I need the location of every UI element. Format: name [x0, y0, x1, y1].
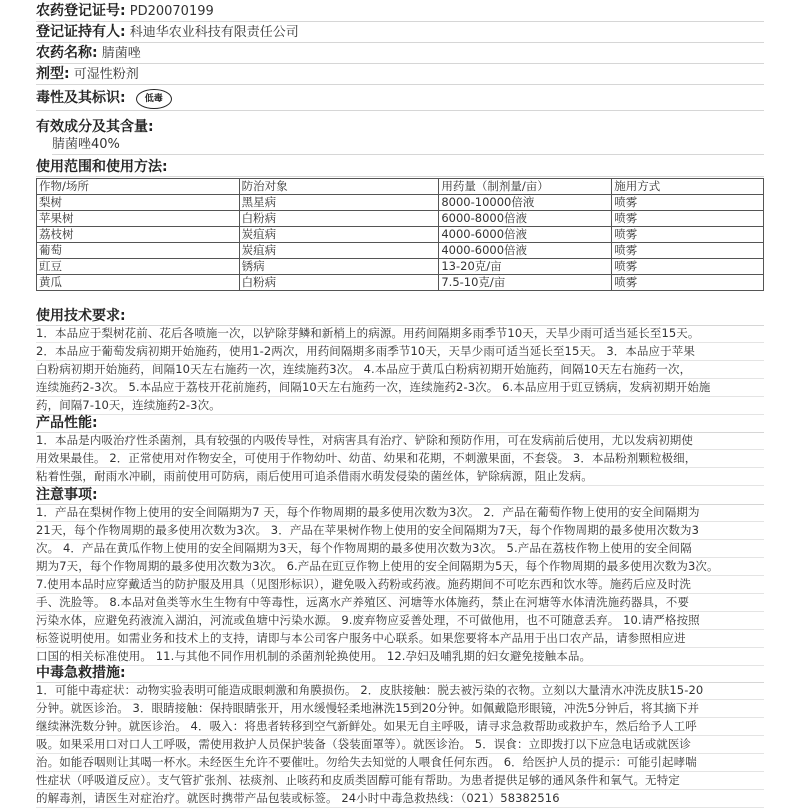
- usage-cell-crop: 苹果树: [37, 211, 240, 227]
- registration-number-row: [36, 2, 764, 22]
- usage-table-row: [37, 243, 764, 259]
- low-toxicity-badge: 低毒: [136, 89, 172, 109]
- firstaid-line: 1．可能中毒症状：动物实验表明可能造成眼刺激和角膜损伤。 2．皮肤接触：脱去被污染的衣物。立刻以大量清水冲洗皮肤15-20: [36, 682, 764, 700]
- usage-header-dosage: 用药量（制剂量/亩）: [439, 179, 612, 195]
- product-paragraph: [36, 432, 764, 486]
- notes-line: 次。 4．产品在黄瓜作物上使用的安全间隔期为3天，每个作物周期的最多使用次数为3次。 5.产品在荔枝作物上使用的安全间隔: [36, 540, 764, 558]
- usage-cell-method: 喷雾: [612, 275, 764, 291]
- usage-cell-target: 炭疽病: [239, 227, 439, 243]
- notes-line: 手、洗脸等。 8.本品对鱼类等水生生物有中等毒性，远离水产养殖区、河塘等水体施药，禁止在河塘等水体清洗施药器具，不要: [36, 594, 764, 612]
- firstaid-heading: 中毒急救措施:: [36, 664, 764, 683]
- technical-line: 2．本品应于葡萄发病初期开始施药，使用1-2两次，用药间隔期多雨季节10天，天旱少雨可适当延长至15天。 3．本品应于苹果: [36, 343, 764, 361]
- product-heading: 产品性能:: [36, 414, 764, 433]
- usage-table-row: [37, 227, 764, 243]
- formulation-value: 可湿性粉剂: [73, 67, 139, 82]
- usage-cell-target: 白粉病: [239, 211, 439, 227]
- usage-header-target: 防治对象: [239, 179, 439, 195]
- registration-number-value: PD20070199: [129, 4, 214, 19]
- ingredient-heading: 有效成分及其含量:: [36, 119, 154, 135]
- pesticide-name-row: [36, 44, 764, 64]
- technical-paragraph: [36, 325, 764, 415]
- toxicity-label: 毒性及其标识:: [36, 90, 126, 106]
- notes-line: 7.使用本品时应穿戴适当的防护服及用具（见图形标识），避免吸入药粉或药液。施药期间不可吃东西和饮水等。施药后应及时洗: [36, 576, 764, 594]
- notes-paragraph: [36, 504, 764, 666]
- notes-line: 污染水体，应避免药液流入湖泊，河流或鱼塘中污染水源。 9.废弃物应妥善处理，不可做他用，也不可随意丢弃。 10.请严格按照: [36, 612, 764, 630]
- usage-table-header-row: [37, 179, 764, 195]
- pesticide-name-label: 农药名称:: [36, 45, 98, 61]
- formulation-row: [36, 65, 764, 85]
- ingredient-content: 腈菌唑40%: [52, 137, 120, 152]
- ingredient-value: [52, 136, 764, 155]
- formulation-label: 剂型:: [36, 66, 70, 82]
- firstaid-line: 治。如能吞咽则让其喝一杯水。未经医生允许不要催吐。勿给失去知觉的人喂食任何东西。 6．给医护人员的提示：可能引起哮喘: [36, 754, 764, 772]
- notes-line: 21天，每个作物周期的最多使用次数为3次。 3．产品在苹果树作物上使用的安全间隔期为7天，每个作物周期的最多使用次数为3: [36, 522, 764, 540]
- usage-table-row: [37, 259, 764, 275]
- registration-holder-value: 科迪华农业科技有限责任公司: [129, 25, 299, 40]
- usage-cell-dosage: 6000-8000倍液: [439, 211, 612, 227]
- usage-cell-method: 喷雾: [612, 227, 764, 243]
- usage-cell-dosage: 8000-10000倍液: [439, 195, 612, 211]
- registration-holder-label: 登记证持有人:: [36, 24, 126, 40]
- notes-line: 标签说明使用。如需业务和技术上的支持，请即与本公司客户服务中心联系。如果您要将本产品用于出口农产品，请参照相应进: [36, 630, 764, 648]
- technical-line: 药，间隔7-10天，连续施药2-3次。: [36, 397, 764, 415]
- notes-line: 期为7天，每个作物周期的最多使用次数为3次。 6.产品在豇豆作物上使用的安全间隔期为5天，每个作物周期的最多使用次数为3次。: [36, 558, 764, 576]
- technical-line: 白粉病初期开始施药，间隔10天左右施药一次，连续施药3次。 4.本品应于黄瓜白粉病初期开始施药，间隔10天左右施药一次，: [36, 361, 764, 379]
- toxicity-row: [36, 86, 764, 111]
- firstaid-paragraph: [36, 682, 764, 808]
- usage-table-row: [37, 195, 764, 211]
- technical-line: 1．本品应于梨树花前、花后各喷施一次，以铲除芽鳞和新梢上的病源。用药间隔期多雨季节10天，天旱少雨可适当延长至15天。: [36, 325, 764, 343]
- usage-cell-crop: 黄瓜: [37, 275, 240, 291]
- notes-heading: 注意事项:: [36, 486, 764, 505]
- usage-cell-method: 喷雾: [612, 195, 764, 211]
- usage-cell-target: 黑星病: [239, 195, 439, 211]
- usage-heading: 使用范围和使用方法:: [36, 158, 764, 177]
- notes-line: 1．产品在梨树作物上使用的安全间隔期为7 天，每个作物周期的最多使用次数为3次。 2．产品在葡萄作物上使用的安全间隔期为: [36, 504, 764, 522]
- usage-cell-dosage: 7.5-10克/亩: [439, 275, 612, 291]
- product-line: 粘着性强，耐雨水冲刷，雨前使用可防病，雨后使用可追杀借雨水萌发侵染的菌丝体，铲除病源，阻止发病。: [36, 468, 764, 486]
- usage-table-row: [37, 211, 764, 227]
- usage-table-row: [37, 275, 764, 291]
- usage-cell-dosage: 13-20克/亩: [439, 259, 612, 275]
- firstaid-line: 性症状（呼吸道反应）。支气管扩张剂、祛痰剂、止咳药和皮质类固醇可能有帮助。为患者提供足够的通风条件和氧气。无特定: [36, 772, 764, 790]
- firstaid-line: 分钟。就医诊治。 3．眼睛接触：保持眼睛张开，用水缓慢轻柔地淋洗15到20分钟。如佩戴隐形眼镜，冲洗5分钟后，将其摘下并: [36, 700, 764, 718]
- usage-cell-crop: 葡萄: [37, 243, 240, 259]
- usage-header-crop: 作物/场所: [37, 179, 240, 195]
- product-line: 用效果最佳。 2．正常使用对作物安全，可使用于作物幼叶、幼苗、幼果和花期，不刺激果面，不套袋。 3．本品粉剂颗粒极细，: [36, 450, 764, 468]
- firstaid-line: 继续淋洗数分钟。就医诊治。 4．吸入：将患者转移到空气新鲜处。如果无自主呼吸，请寻求急救帮助或救护车，然后给予人工呼: [36, 718, 764, 736]
- usage-cell-dosage: 4000-6000倍液: [439, 227, 612, 243]
- technical-heading: 使用技术要求:: [36, 307, 764, 326]
- usage-cell-crop: 梨树: [37, 195, 240, 211]
- technical-line: 连续施药2-3次。 5.本品应于荔枝开花前施药，间隔10天左右施药一次，连续施药2-3次。 6.本品应用于豇豆锈病，发病初期开始施: [36, 379, 764, 397]
- usage-cell-target: 锈病: [239, 259, 439, 275]
- pesticide-name-value: 腈菌唑: [101, 46, 141, 61]
- usage-header-method: 施用方式: [612, 179, 764, 195]
- registration-number-label: 农药登记证号:: [36, 3, 126, 19]
- product-line: 1．本品是内吸治疗性杀菌剂，具有较强的内吸传导性，对病害具有治疗、铲除和预防作用，可在发病前后使用，尤以发病初期使: [36, 432, 764, 450]
- usage-cell-method: 喷雾: [612, 211, 764, 227]
- firstaid-line: 的解毒剂，请医生对症治疗。就医时携带产品包装或标签。 24小时中毒急救热线：（021）58382516: [36, 790, 764, 808]
- registration-holder-row: [36, 23, 764, 43]
- usage-cell-crop: 荔枝树: [37, 227, 240, 243]
- usage-cell-method: 喷雾: [612, 259, 764, 275]
- usage-cell-dosage: 4000-6000倍液: [439, 243, 612, 259]
- usage-cell-method: 喷雾: [612, 243, 764, 259]
- usage-cell-target: 白粉病: [239, 275, 439, 291]
- firstaid-line: 吸。如果采用口对口人工呼吸，需使用救护人员保护装备（袋装面罩等）。就医诊治。 5．误食：立即拨打以下应急电话或就医诊: [36, 736, 764, 754]
- usage-cell-crop: 豇豆: [37, 259, 240, 275]
- usage-cell-target: 炭疽病: [239, 243, 439, 259]
- notes-line: 口国的相关标准使用。 11.与其他不同作用机制的杀菌剂轮换使用。 12.孕妇及哺乳期的妇女避免接触本品。: [36, 648, 764, 666]
- usage-table: [36, 178, 764, 291]
